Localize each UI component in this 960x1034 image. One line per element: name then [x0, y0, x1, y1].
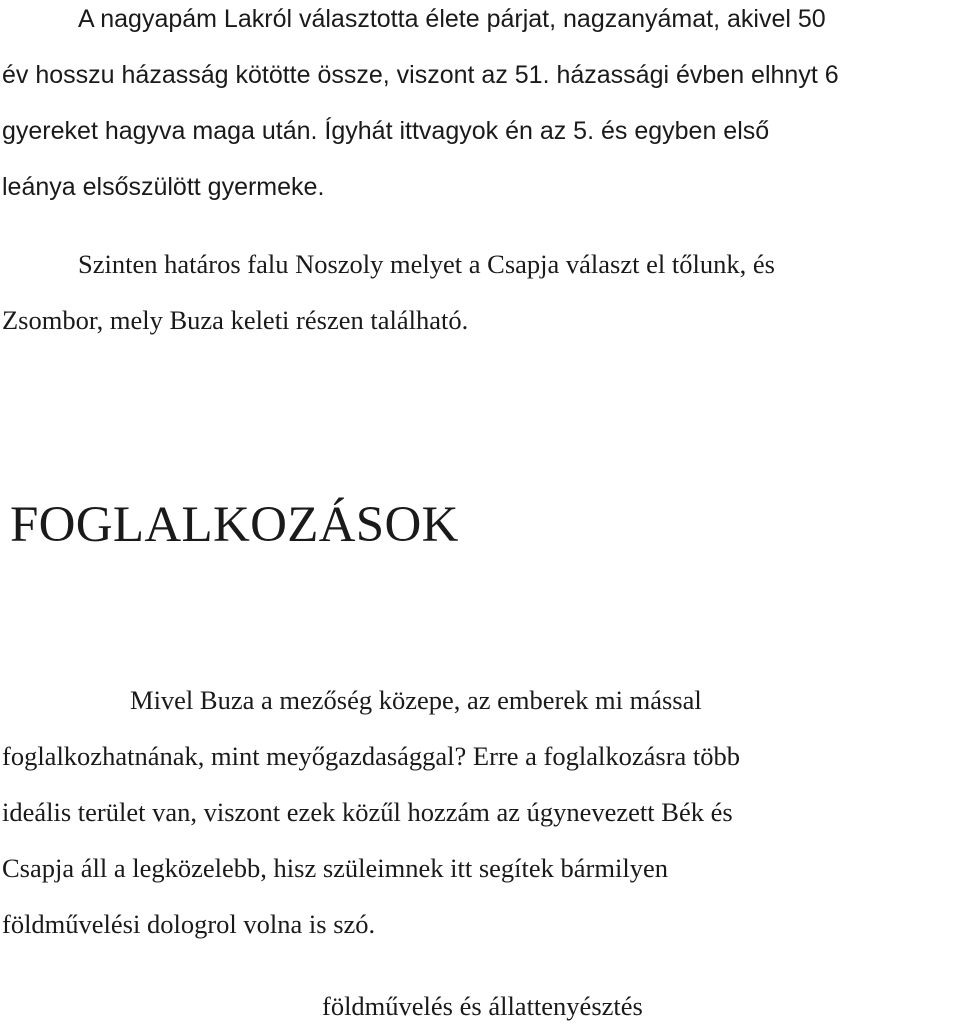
paragraph-family: [2, 0, 839, 215]
paragraph-neighbors: [2, 236, 775, 348]
paragraph-line: gyereket hagyva maga után. Ígyhát ittvagyok én az 5. és egyben első: [2, 117, 770, 145]
paragraph-line: leánya elsőszülött gyermeke.: [2, 173, 325, 201]
paragraph-line: Csapja áll a legközelebb, hisz szüleimnek itt segítek bármilyen: [2, 853, 668, 883]
paragraph-line: földművelési dologrol volna is szó.: [2, 909, 376, 939]
paragraph-line: Szinten határos falu Noszoly melyet a Csapja választ el tőlunk, és: [78, 249, 775, 279]
paragraph-occupations: [2, 672, 740, 952]
subsection-heading: földművelés és állattenyésztés: [322, 991, 643, 1021]
paragraph-line: ideális terület van, viszont ezek közűl hozzám az úgynevezett Bék és: [2, 797, 733, 827]
paragraph-line: Mivel Buza a mezőség közepe, az emberek mi mással: [130, 685, 702, 715]
paragraph-line: év hosszu házasság kötötte össze, viszont az 51. házassági évben elhnyt 6: [2, 61, 839, 89]
paragraph-line: Zsombor, mely Buza keleti részen található.: [2, 305, 469, 335]
paragraph-line: foglalkozhatnának, mint meyőgazdasággal? Erre a foglalkozásra több: [2, 741, 741, 771]
section-heading: FOGLALKOZÁSOK: [10, 497, 459, 553]
paragraph-line: A nagyapám Lakról választotta élete párjat, nagzanyámat, akivel 50: [78, 5, 826, 33]
